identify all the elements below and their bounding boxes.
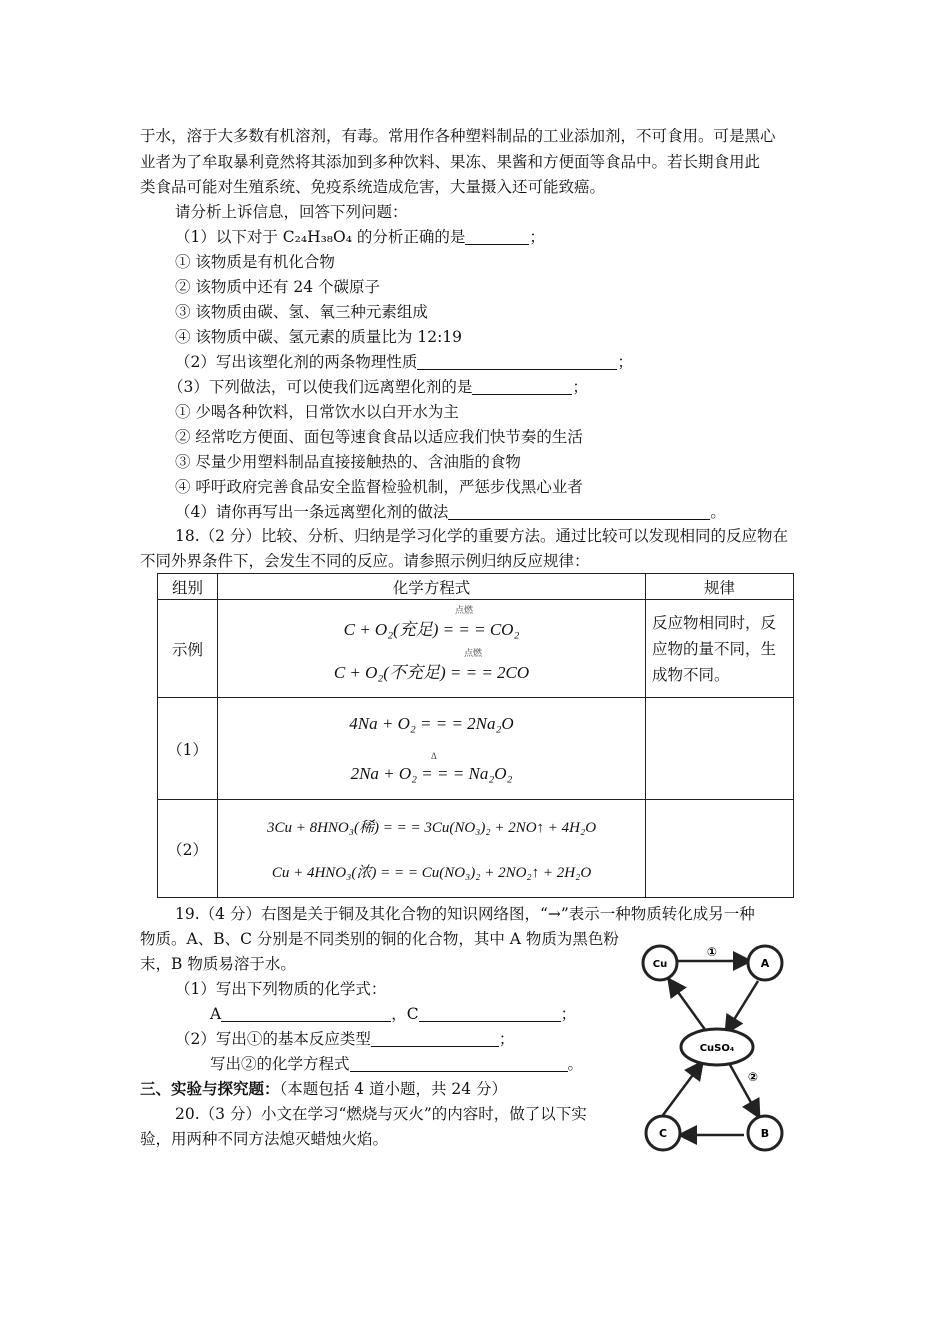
node-cuso4 (681, 1029, 753, 1065)
q17-part4-text: （4）请你再写出一条远离塑化剂的做法 (175, 503, 449, 521)
equation (218, 647, 645, 683)
answer-blank-c[interactable] (419, 1005, 561, 1022)
table-row (158, 800, 794, 898)
group-cell: 示例 (158, 600, 218, 698)
equation (218, 604, 645, 640)
copper-network-diagram (630, 935, 800, 1155)
header-group: 组别 (158, 574, 218, 600)
answer-blank[interactable] (448, 503, 710, 520)
answer-blank[interactable] (465, 228, 529, 245)
group-cell: （1） (158, 698, 218, 800)
arrow-label-2: ② (747, 1070, 759, 1084)
equation-cell (218, 800, 646, 898)
q19-line-1: 19.（4 分）右图是关于铜及其化合物的知识网络图，“→”表示一种物质转化成另一种 (175, 905, 755, 923)
condition-label: Δ (431, 750, 437, 761)
node-cu (643, 946, 677, 980)
equation (218, 816, 645, 837)
q20-line-2: 验，用两种不同方法熄灭蜡烛火焰。 (140, 1130, 389, 1148)
q18-line-1: 18.（2 分）比较、分析、归纳是学习化学的重要方法。通过比较可以发现相同的反应物在 (175, 527, 788, 545)
q17-action-1: ① 少喝各种饮料，日常饮水以白开水为主 (175, 403, 459, 421)
equation-cell (218, 698, 646, 800)
arrow-a-to-cuso4 (727, 981, 758, 1031)
q17-part3-text: （3）下列做法，可以使我们远离塑化剂的是 (168, 378, 473, 396)
label-c: ，C (391, 1005, 419, 1023)
arrow-label-1: ① (706, 945, 718, 959)
q17-prompt: 请分析上诉信息，回答下列问题： (175, 203, 408, 221)
q17-action-3: ③ 尽量少用塑料制品直接接触热的、含油脂的食物 (175, 453, 521, 471)
reaction-table (157, 573, 794, 898)
node-label: B (760, 1127, 770, 1140)
rule-cell[interactable] (646, 698, 794, 800)
node-label: CuSO₄ (699, 1043, 735, 1054)
equation (218, 750, 645, 784)
node-b (748, 1116, 782, 1150)
punct: ； (572, 378, 588, 396)
answer-blank[interactable] (417, 353, 617, 370)
answer-blank-a[interactable] (221, 1005, 391, 1022)
q17-part3 (168, 375, 588, 399)
intro-line-2: 业者为了牟取暴利竟然将其添加到多种饮料、果冻、果酱和方便面等食品中。若长期食用此 (140, 153, 761, 171)
q19-sub-3-text: 写出②的化学方程式 (210, 1055, 350, 1073)
section-note: （本题包括 4 道小题，共 24 分） (279, 1080, 508, 1098)
equation-text: C + O₂(不充足) = = = 2CO (333, 662, 530, 682)
q17-option-2: ② 该物质中还有 24 个碳原子 (175, 278, 381, 296)
condition-label: 点燃 (464, 647, 483, 658)
node-label: Cu (652, 959, 668, 970)
q18-line-2: 不同外界条件下，会发生不同的反应。请参照示例归纳反应规律： (140, 552, 590, 570)
q19-sub-2-text: （2）写出①的基本反应类型 (175, 1030, 371, 1048)
rule-cell[interactable] (646, 800, 794, 898)
arrow-c-to-cuso4 (663, 1064, 701, 1115)
q17-part2-text: （2）写出该塑化剂的两条物理性质 (175, 353, 418, 371)
punct: 。 (567, 1055, 584, 1073)
q19-sub-1: （1）写出下列物质的化学式： (175, 980, 387, 998)
answer-blank[interactable] (472, 378, 572, 395)
node-c (646, 1116, 680, 1150)
answer-blank[interactable] (371, 1030, 499, 1047)
q17-part1 (175, 225, 545, 249)
q17-part1-text: （1）以下对于 C₂₄H₃₈O₄ 的分析正确的是 (175, 228, 466, 246)
intro-line-1: 于水，溶于大多数有机溶剂，有毒。常用作各种塑料制品的工业添加剂，不可食用。可是黑心 (140, 127, 776, 145)
q17-part2 (175, 350, 633, 374)
q17-part4 (175, 500, 726, 524)
equation-text: 3Cu + 8HNO₃(稀) = = = 3Cu(NO₃)₂ + 2NO↑ + 4H₂O (266, 819, 597, 836)
node-label: A (760, 957, 770, 970)
punct: ； (498, 1030, 515, 1048)
intro-line-3: 类食品可能对生殖系统、免疫系统造成危害，大量摄入还可能致癌。 (140, 178, 606, 196)
section-3-heading (140, 1077, 507, 1101)
equation-text: 2Na + O₂ = = = Na₂O₂ (350, 763, 513, 783)
label-a: A (210, 1005, 222, 1023)
equation-text: Cu + 4HNO₃(浓) = = = Cu(NO₃)₂ + 2NO₂↑ + 2H₂O (271, 864, 592, 881)
punct: ； (529, 228, 545, 246)
node-label: C (658, 1127, 668, 1140)
q19-formula-line (210, 1002, 576, 1026)
rule-cell: 反应物相同时，反应物的量不同，生成物不同。 (646, 600, 794, 698)
header-equation: 化学方程式 (218, 574, 646, 600)
punct: ； (560, 1005, 577, 1023)
arrow-cuso4-to-cu (670, 981, 706, 1031)
header-rule: 规律 (646, 574, 794, 600)
q20-line-1: 20.（3 分）小文在学习“燃烧与灭火”的内容时，做了以下实 (175, 1105, 587, 1123)
answer-blank[interactable] (350, 1055, 568, 1072)
q17-action-4: ④ 呼吁政府完善食品安全监督检验机制，严惩步伐黑心业者 (175, 478, 583, 496)
q19-line-2: 物质。A、B、C 分别是不同类别的铜的化合物，其中 A 物质为黑色粉 (140, 930, 619, 948)
q17-option-4: ④ 该物质中碳、氢元素的质量比为 12:19 (175, 328, 463, 346)
table-header-row (158, 574, 794, 600)
equation-text: C + O₂(充足) = = = CO₂ (343, 619, 520, 639)
q17-action-2: ② 经常吃方便面、面包等速食食品以适应我们快节奏的生活 (175, 428, 583, 446)
node-a (748, 946, 782, 980)
punct: ； (617, 353, 633, 371)
q19-sub-3 (210, 1052, 583, 1076)
group-cell: （2） (158, 800, 218, 898)
condition-label: 点燃 (455, 604, 474, 615)
q19-line-3: 末，B 物质易溶于水。 (140, 955, 296, 973)
q17-option-1: ① 该物质是有机化合物 (175, 253, 335, 271)
punct: 。 (710, 503, 726, 521)
table-row (158, 698, 794, 800)
table-row (158, 600, 794, 698)
equation (218, 861, 645, 882)
equation (218, 714, 645, 734)
q17-option-3: ③ 该物质由碳、氢、氧三种元素组成 (175, 303, 428, 321)
q19-sub-2 (175, 1027, 514, 1051)
equation-text: 4Na + O₂ = = = 2Na₂O (349, 713, 514, 733)
section-title: 三、实验与探究题： (140, 1079, 280, 1098)
equation-cell (218, 600, 646, 698)
